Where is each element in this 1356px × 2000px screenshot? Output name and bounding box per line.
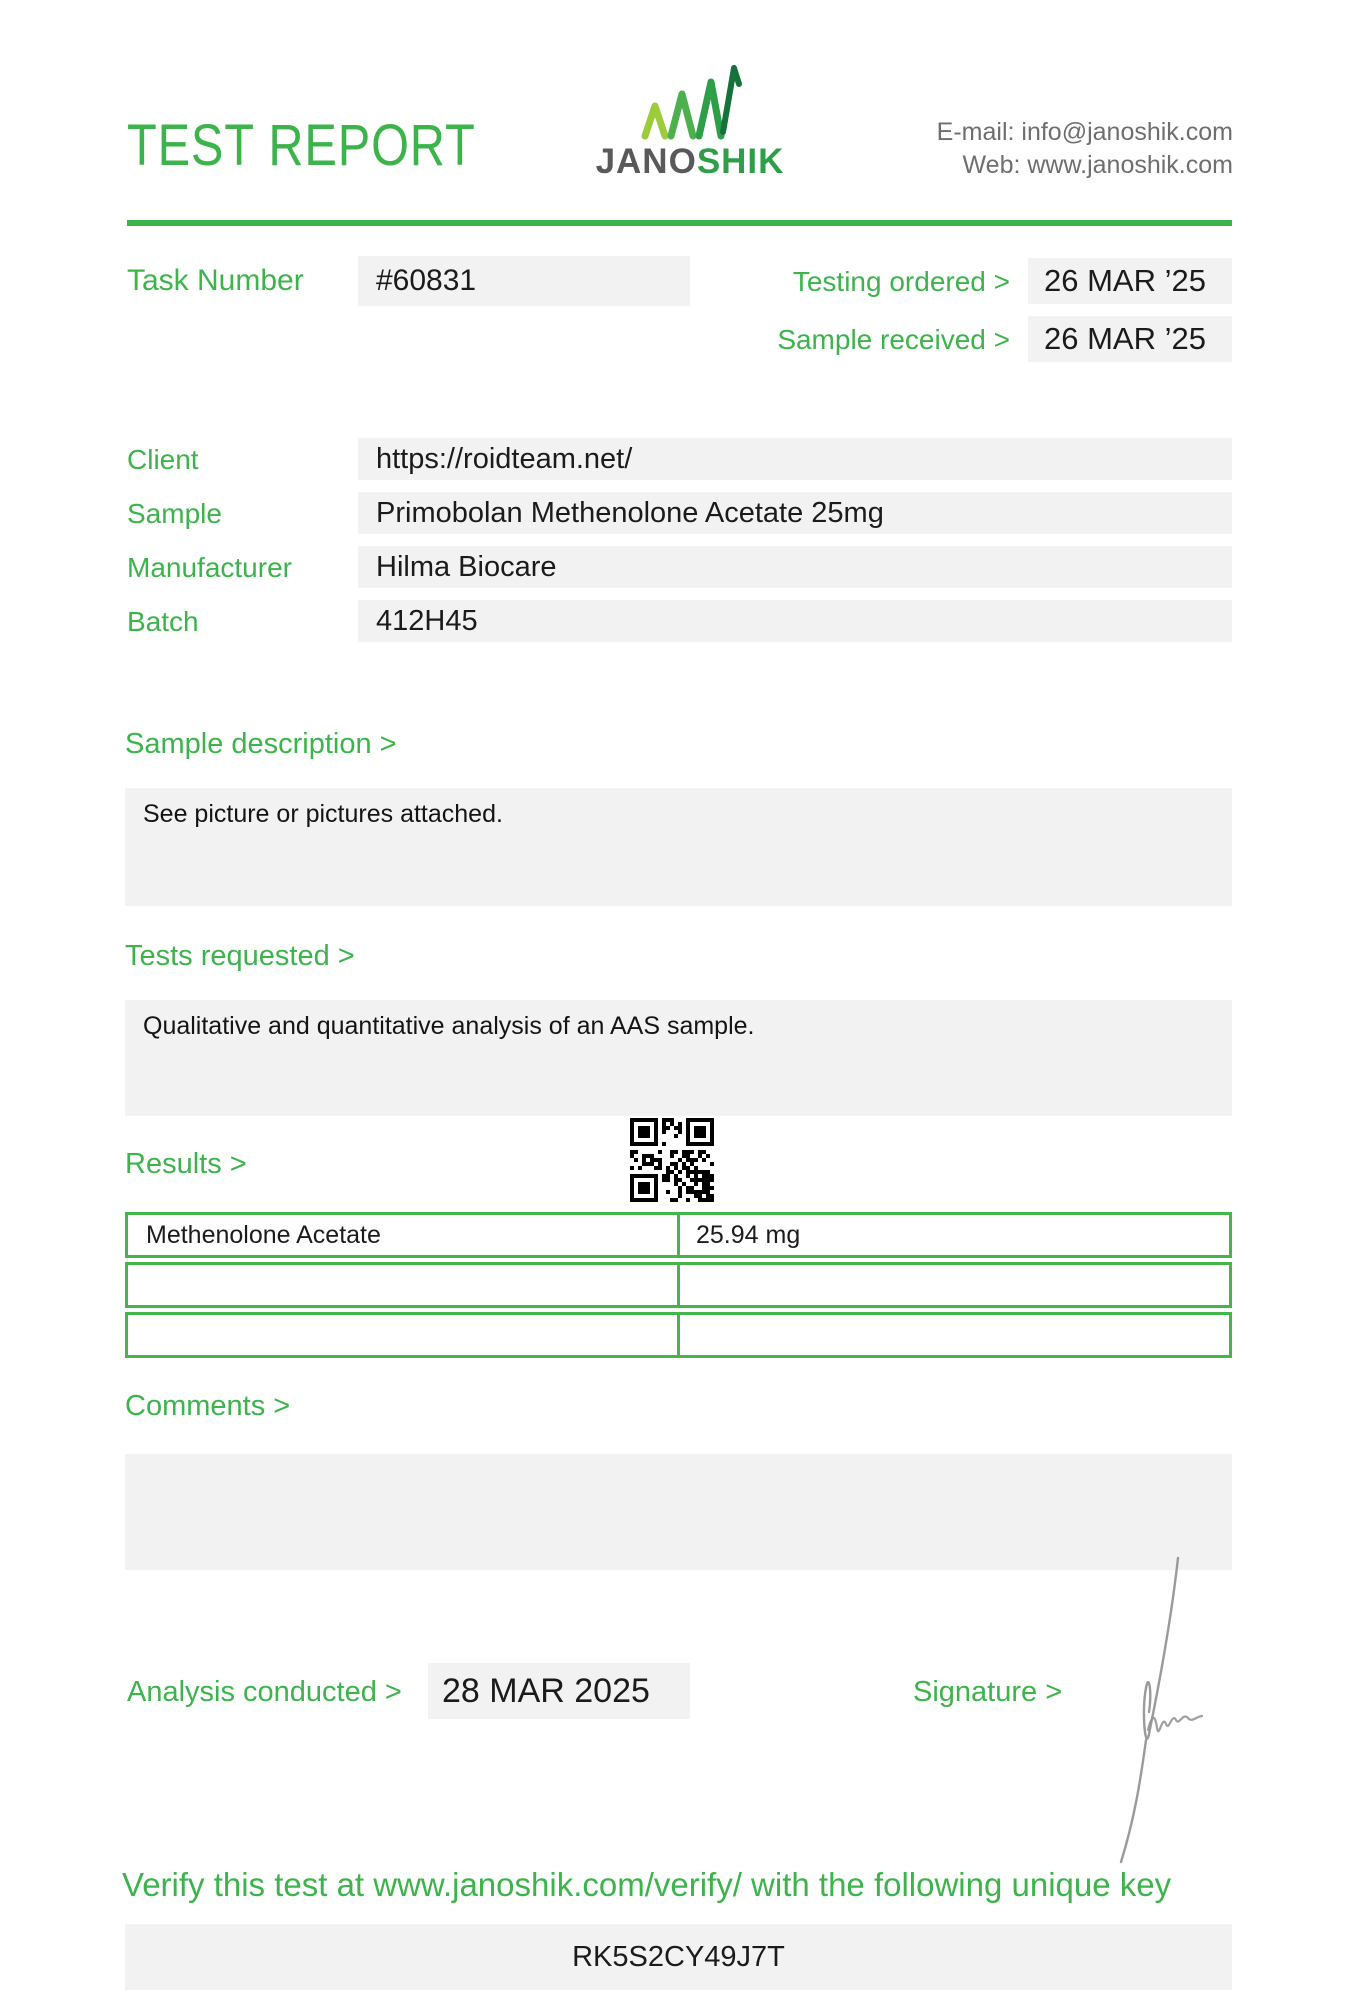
- janoshik-logo: [560, 62, 820, 182]
- testing-ordered-label: Testing ordered >: [792, 266, 1010, 297]
- result-cell: [680, 1265, 1229, 1305]
- task-number-value: #60831: [358, 256, 690, 306]
- client-value: https://roidteam.net/: [358, 438, 1232, 480]
- result-row: [125, 1312, 1232, 1358]
- sample-description-box: See picture or pictures attached.: [125, 788, 1232, 906]
- sample-received-value: 26 MAR ’25: [1028, 316, 1232, 362]
- analyte-cell: [128, 1315, 680, 1355]
- analyte-cell: [128, 1265, 680, 1305]
- testing-ordered-value: 26 MAR ’25: [1028, 258, 1232, 304]
- signature-image: [1082, 1552, 1232, 1882]
- sample-description-heading: Sample description >: [125, 728, 397, 760]
- tests-requested-box: Qualitative and quantitative analysis of an AAS sample.: [125, 1000, 1232, 1116]
- logo-chart-icon: [638, 62, 742, 140]
- signature-label: Signature >: [913, 1676, 1063, 1708]
- header-divider: [127, 220, 1232, 226]
- result-cell: [680, 1315, 1229, 1355]
- qr-code: [630, 1118, 714, 1202]
- result-cell: 25.94 mg: [696, 1221, 801, 1249]
- analysis-conducted-label: Analysis conducted >: [127, 1676, 402, 1708]
- sample-value: Primobolan Methenolone Acetate 25mg: [358, 492, 1232, 534]
- comments-heading: Comments >: [125, 1390, 291, 1422]
- analysis-date-value: 28 MAR 2025: [428, 1663, 690, 1719]
- contact-email: E-mail: info@janoshik.com: [936, 118, 1233, 146]
- result-row: [125, 1212, 1232, 1258]
- batch-label: Batch: [127, 606, 199, 637]
- sample-label: Sample: [127, 498, 222, 529]
- batch-value: 412H45: [358, 600, 1232, 642]
- analyte-cell: Methenolone Acetate: [128, 1215, 680, 1255]
- comments-box: [125, 1454, 1232, 1570]
- result-row: [125, 1262, 1232, 1308]
- task-number-label: Task Number: [127, 264, 304, 297]
- logo-text-shik: SHIK: [696, 142, 785, 181]
- results-heading: Results >: [125, 1148, 247, 1180]
- logo-wordmark: [560, 142, 820, 182]
- contact-block: [937, 116, 1233, 182]
- logo-text-jano: JANO: [595, 142, 697, 181]
- sample-received-label: Sample received >: [777, 324, 1010, 355]
- page-title: TEST REPORT: [127, 113, 476, 178]
- verify-key-value: RK5S2CY49J7T: [125, 1924, 1232, 1990]
- manufacturer-label: Manufacturer: [127, 552, 292, 583]
- contact-web: Web: www.janoshik.com: [962, 151, 1233, 179]
- client-label: Client: [127, 444, 199, 475]
- verify-text: Verify this test at www.janoshik.com/verify/ with the following unique key: [122, 1866, 1172, 1903]
- tests-requested-heading: Tests requested >: [125, 940, 355, 972]
- manufacturer-value: Hilma Biocare: [358, 546, 1232, 588]
